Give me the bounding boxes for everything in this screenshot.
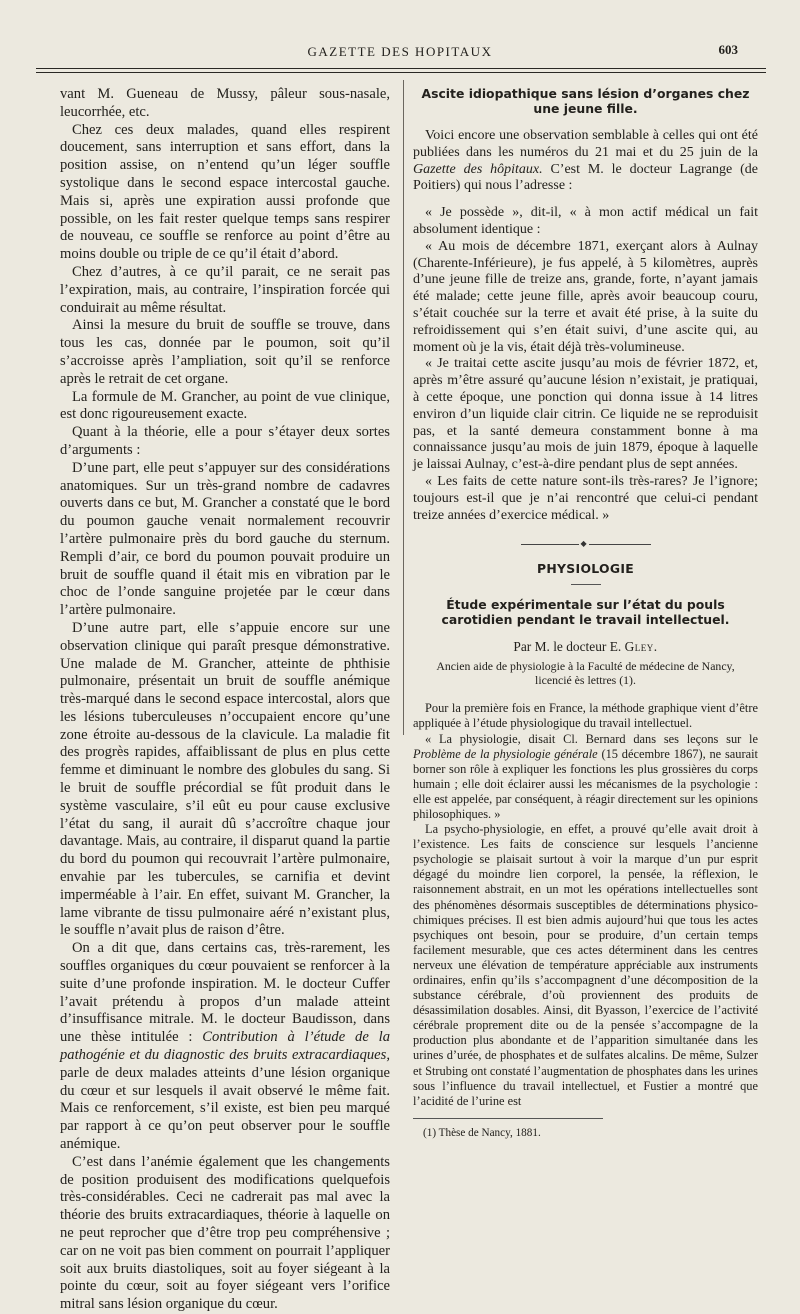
paragraph: [413, 732, 758, 823]
column-divider: [403, 80, 404, 735]
paragraph-text: Voici encore une observation semblable à celles qui ont été publiées dans les numéros du 21 mai et du 25 juin de la: [413, 128, 758, 160]
byline-prefix: Par M. le docteur E.: [513, 639, 625, 655]
paragraph: Pour la première fois en France, la méthode graphique vient d’être appliquée à l’étude physiologique du travail intellectuel.: [413, 701, 758, 731]
journal-name: Gazette des hôpitaux.: [413, 161, 543, 177]
short-divider: [571, 584, 601, 585]
paragraph: D’une autre part, elle s’appuie encore sur une observation clinique qui paraît presque démonstrative. Une malade de M. Grancher, atteinte de phthisie pulmonaire, présentait un bruit de souffle anémique très-marqué dans le second espace intercostal, alors que les lésions tuberculeuses n’occupaient encore qu’une zone étroite au-dessous de la clavicule. La maladie fit des progrès rapides, affaiblissant de plus en plus cette femme et diminuant le nombre des globules du sang. Si le bruit de souffle précordial se fût produit dans le système vasculaire, s’il eût eu pour cause exclusive l’état du sang, il aurait dû s’accroître chaque jour davantage. Mais, au contraire, il disparut quand la partie du bord du poumon qui recouvrait l’artère pulmonaire, envahie par les tubercules, se carnifia et devint imperméable à l’air. En effet, suivant M. Grancher, la lame vibrante de tissu pulmonaire aéré n’existant plus, le souffle n’avait plus de raison d’être.: [60, 619, 390, 939]
paragraph: Ainsi la mesure du bruit de souffle se trouve, dans tous les cas, donnée par le poumon, soit qu’il s’accroisse après l’ampliation, soit qu’il se renforce après le retrait de cet organe.: [60, 317, 390, 387]
paragraph: Quant à la théorie, elle a pour s’étayer deux sortes d’arguments :: [60, 424, 390, 458]
paragraph-with-thesis: [60, 940, 390, 1154]
paragraph-text: C’est M. le docteur Lagrange (de Poitiers) qui nous l’adresse :: [413, 161, 758, 194]
quote-paragraph: « Je traitai cette ascite jusqu’au mois de février 1872, et, après m’être assuré qu’aucune lésion n’existait, je pratiquai, à cette époque, une ponction qui donna issue à 14 litres environ d’un liquide clair citrin. Ce liquide ne se reproduisit pas, et la santé demeura constamment bonne à ma connaissance jusqu’au mois de juin 1879, époque à laquelle je laissai Aulnay, c’est-à-dire pendant plus de sept années.: [413, 356, 758, 473]
right-column: [413, 86, 758, 1139]
author-name: Gley.: [624, 639, 658, 655]
paragraph-text: « La physiologie, disait Cl. Bernard dans ses leçons sur le: [425, 731, 758, 746]
footnote: (1) Thèse de Nancy, 1881.: [423, 1126, 541, 1139]
paragraph: Chez d’autres, à ce qu’il parait, ce ne serait pas l’expiration, mais, au contraire, l’inspiration forcée qui conduirait au même résultat.: [60, 263, 390, 316]
quote-paragraph: « Les faits de cette nature sont-ils très-rares? Je l’ignore; toujours est-il que je n’ai rencontré que celui-ci pendant treize années d’exercice médical. »: [413, 473, 758, 523]
running-head: [0, 44, 800, 64]
paragraph: La psycho-physiologie, en effet, a prouvé qu’elle avait droit à l’existence. Les faits de conscience sur lesquels l’ancienne psychologie se plaisait surtout à voir la marque d’un pur esprit dégagé du moindre lien corporel, la pensée, la réflexion, le raisonnement abstrait, en un mot les opérations intellectuelles sont des phénomènes désormais susceptibles de déterminations physico-chimiques précises. Il est bien admis aujourd’hui que tous les actes psychiques ont besoin, pour se produire, d’un certain temps facilement mesurable, que ces actes déterminent dans les centres nerveux une élévation de température appréciable aux instruments ordinaires, enfin qu’ils s’accompagnent d’une décomposition de la substance cérébrale, d’où proviennent des produits de désassimilation dosables. Ainsi, dit Byasson, l’exercice de l’activité cérébrale proprement dite ou de la pensée s’accompagne de la production plus abondante et de l’apparition simultanée dans les urines d’urée, de phosphates et de sulfates alcalins. De même, Sulzer et Strubing ont constaté l’augmentation de phosphates dans les urines sous l’influence du travail intellectuel, et Fustier a montré que l’acidité de l’urine est: [413, 822, 758, 1108]
ornamental-divider: ◆: [521, 544, 651, 545]
article-title: Ascite idiopathique sans lésion d’organes chez une jeune fille.: [421, 86, 750, 116]
author-affiliation: Ancien aide de physiologie à la Faculté de médecine de Nancy, licencié ès lettres (1).: [436, 659, 735, 688]
paragraph-text: (15 décembre 1867), ne saurait borner son rôle à expliquer les fonctions les plus grossières du corps humain ; elle doit éclairer aussi les mécanismes de la psychologie : elle est appelée, par conséquent, à réagir directement sur les opinions philosophiques. »: [413, 746, 758, 821]
paragraph: D’une part, elle peut s’appuyer sur des considérations anatomiques. Sur un très-grand nombre de cadavres ouverts dans ce but, M. Grancher a constaté que le bord du poumon gauche venait normalement recouvrir l’artère pulmonaire près du bord gauche du sternum. Rempli d’air, ce bord du poumon pouvait produire un bruit de souffle quand il était mis en vibration par le choc de l’onde sanguine projetée par le cœur dans l’artère pulmonaire.: [60, 459, 390, 619]
paragraph-text: parle de deux malades atteints d’une lésion organique du cœur et sur lesquels il avait observé le même fait. Mais ce renforcement, s’il existe, est bien peu marqué par rapport à ce qu’on peut observer pour le souffle anémique.: [60, 1064, 390, 1153]
paragraph: C’est dans l’anémie également que les changements de position produisent des modifications quelquefois très-considérables. Ceci ne cadrerait pas mal avec la théorie des bruits extracardiaques, théorie à laquelle on ne peut reprocher que d’être trop peu compréhensive ; car on ne voit pas bien comment on pourrait l’appliquer soit aux bruits diastoliques, soit au foyer siégeant à la pointe du cœur, soit au foyer siégeant vers l’orifice mitral sans lésion organique du cœur.: [60, 1153, 390, 1313]
lecture-title: Problème de la physiologie générale: [413, 746, 598, 761]
header-rule-thin: [36, 72, 766, 73]
section-heading: PHYSIOLOGIE: [536, 561, 635, 577]
footnote-rule: [413, 1118, 603, 1119]
paragraph: [413, 128, 758, 195]
byline: [413, 639, 758, 655]
paragraph: La formule de M. Grancher, au point de vue clinique, est donc rigoureusement exacte.: [60, 388, 390, 423]
quote-paragraph: « Au mois de décembre 1871, exerçant alors à Aulnay (Charente-Inférieure), je fus appelé, à 5 kilomètres, auprès d’une jeune fille de treize ans, grande, forte, n’ayant jamais été malade; cette jeune fille, après avoir beaucoup couru, s’était couchée sur la terre et avait été prise, à la suite du refroidissement qui s’en était suivi, d’une ascite qui, au moment où je la vis, était déjà très-volumineuse.: [413, 238, 758, 355]
header-rule: [36, 68, 766, 69]
thesis-title: Contribution à l’étude de la pathogénie et du diagnostic des bruits extracardiaques,: [60, 1029, 391, 1064]
quote-paragraph: « Je possède », dit-il, « à mon actif médical un fait absolument identique :: [413, 205, 758, 237]
page-number: 603: [718, 42, 738, 57]
paragraph: vant M. Gueneau de Mussy, pâleur sous-nasale, leucorrhée, etc.: [60, 86, 390, 120]
paragraph: Chez ces deux malades, quand elles respirent doucement, sans interruption et sans effort, dans la position assise, on n’entend qu’un léger souffle systolique dans le second espace intercostal gauche. Mais si, après une expiration aussi profonde que possible, on les fait rester quelque temps sans respirer de nouveau, ce souffle se renforce au point d’être au moins double ou triple de ce qu’il était d’abord.: [60, 121, 390, 263]
article-title: Étude expérimentale sur l’état du pouls carotidien pendant le travail intellectuel.: [441, 597, 730, 628]
article-body: [413, 701, 758, 1109]
paragraph-text: On a dit que, dans certains cas, très-rarement, les souffles organiques du cœur pouvaient se renforcer à la suite d’une profonde inspiration. M. le docteur Cuffer l’avait prétendu à propos d’un malade atteint d’insuffisance mitrale. M. le docteur Baudisson, dans une thèse intitulée :: [60, 940, 390, 1046]
running-title: GAZETTE DES HOPITAUX: [307, 44, 493, 59]
left-column: [60, 86, 390, 1314]
